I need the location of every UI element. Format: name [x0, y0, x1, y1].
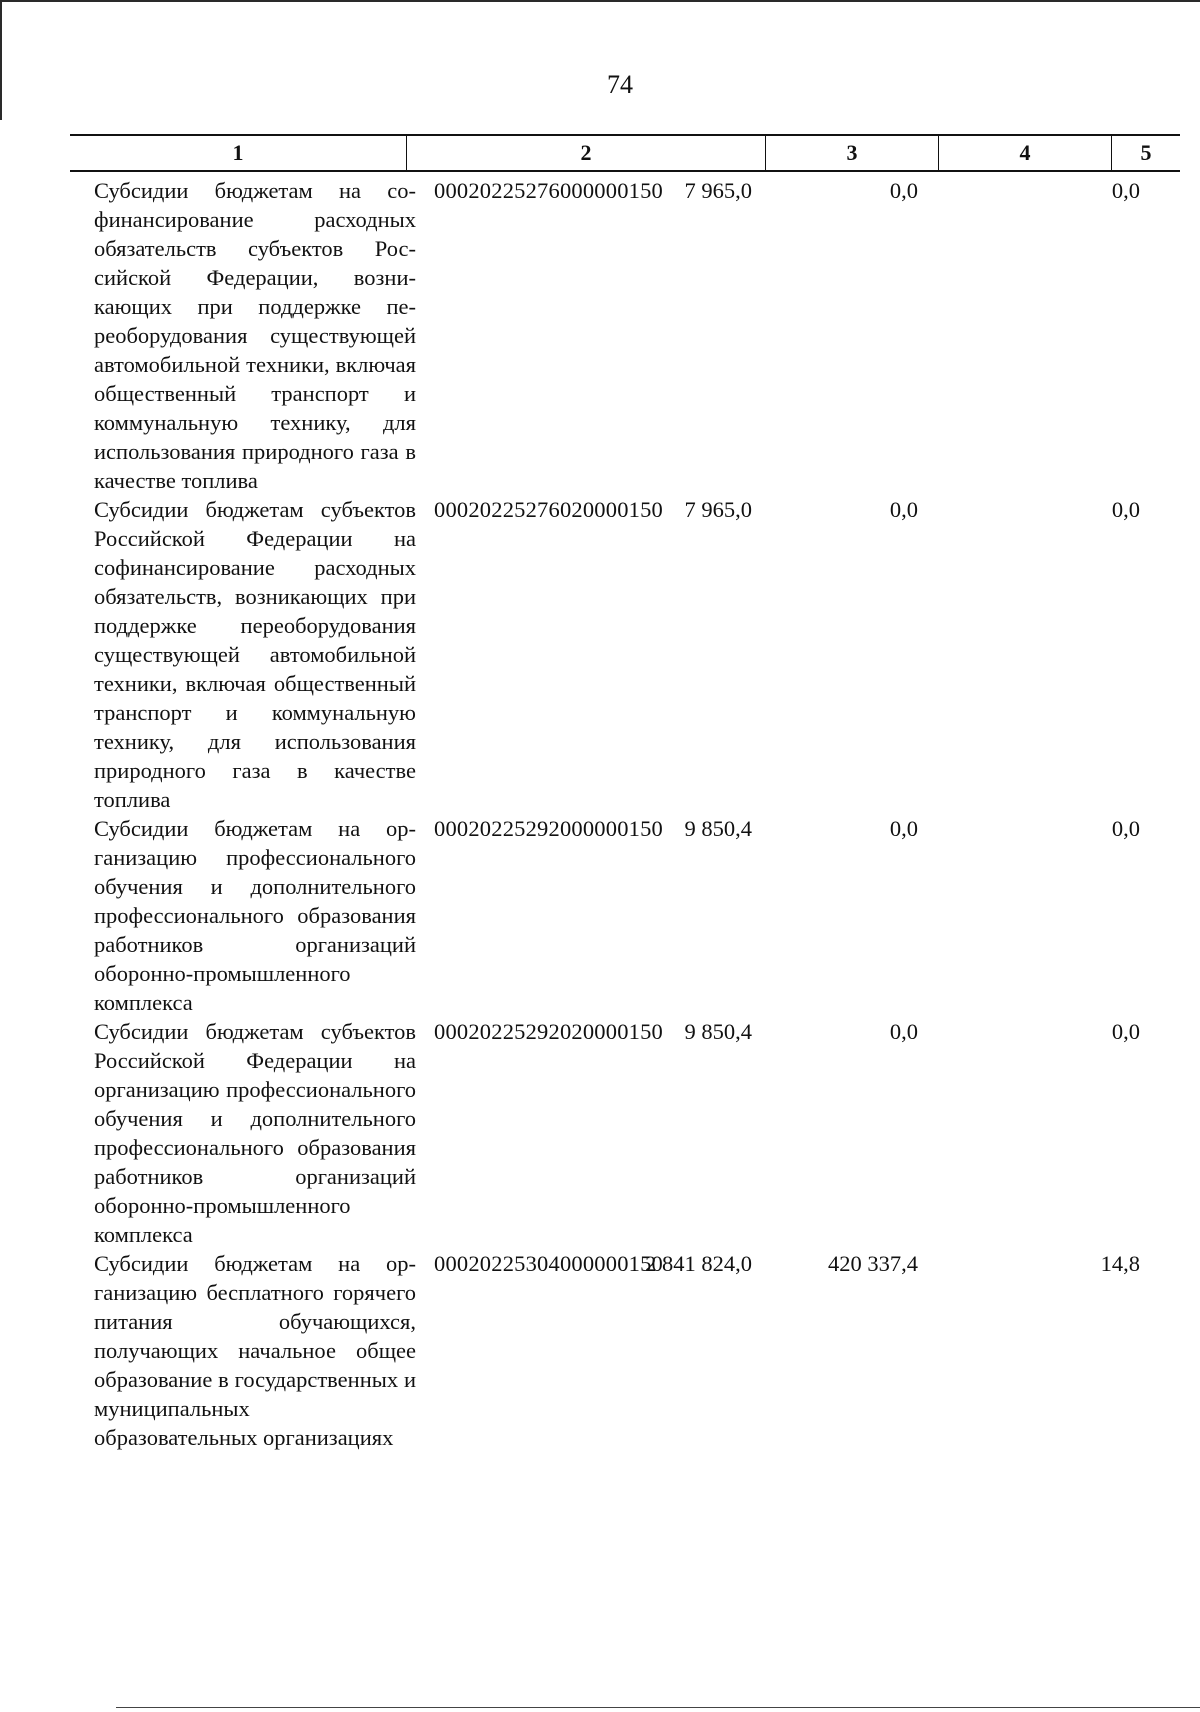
- row-code: 00020225276020000150: [434, 497, 663, 522]
- table-row: [70, 1249, 1180, 1452]
- table-row: [70, 495, 1180, 814]
- header-col-4: 4: [1019, 140, 1031, 165]
- page-top-border: [0, 0, 1200, 2]
- row-col-5: 0,0: [1111, 816, 1140, 841]
- budget-table: [70, 134, 1180, 1452]
- header-col-5: 5: [1140, 140, 1152, 165]
- row-code: 00020225304000000150: [434, 1251, 663, 1276]
- row-col-3: 7 965,0: [684, 497, 752, 522]
- row-name: Субсидии бюджетам субъектов Российской Федерации на софинансирование расходных обязательств, возникающих при поддержке переоборудования существующей автомобильной техники, включая общественный транспорт и коммунальную технику, для использования природного газа в качестве топлива: [94, 497, 416, 812]
- page-left-border: [0, 0, 2, 120]
- row-name: Субсидии бюджетам на организацию профессионального обучения и дополнительного профессионального образования работников организаций оборонно-промышленного комплекса: [94, 816, 416, 1015]
- table-row: [70, 1017, 1180, 1249]
- table-row: [70, 176, 1180, 495]
- row-col-3: 9 850,4: [684, 1019, 752, 1044]
- table-body: [70, 172, 1180, 1452]
- table-header: [70, 134, 1180, 172]
- page-number: 74: [607, 70, 633, 99]
- page-bottom-border: [116, 1707, 1200, 1708]
- header-col-3: 3: [846, 140, 858, 165]
- row-col-5: 0,0: [1111, 178, 1140, 203]
- row-col-4: 0,0: [889, 178, 918, 203]
- table-row: [70, 814, 1180, 1017]
- row-name: Субсидии бюджетам на организацию бесплатного горячего питания обучающихся, получающих начальное общее образование в государственных и муниципальных образовательных организациях: [94, 1251, 416, 1450]
- header-col-1: 1: [232, 140, 244, 165]
- row-name: Субсидии бюджетам на софинансирование расходных обязательств субъектов Российской Федерации, возникающих при поддержке переоборудования существующей автомобильной техники, включая общественный транспорт и коммунальную технику, для использования природного газа в качестве топлива: [94, 178, 416, 493]
- row-code: 00020225276000000150: [434, 178, 663, 203]
- row-code: 00020225292020000150: [434, 1019, 663, 1044]
- row-col-3: 2 841 824,0: [645, 1251, 752, 1276]
- row-col-3: 9 850,4: [684, 816, 752, 841]
- row-col-4: 0,0: [889, 1019, 918, 1044]
- row-col-5: 14,8: [1100, 1251, 1140, 1276]
- row-col-3: 7 965,0: [684, 178, 752, 203]
- row-col-4: 0,0: [889, 497, 918, 522]
- row-code: 00020225292000000150: [434, 816, 663, 841]
- row-col-4: 420 337,4: [828, 1251, 918, 1276]
- row-col-5: 0,0: [1111, 1019, 1140, 1044]
- header-col-2: 2: [580, 140, 592, 165]
- row-name: Субсидии бюджетам субъектов Российской Федерации на организацию профессионального обучения и дополнительного профессионального образования работников организаций оборонно-промышленного комплекса: [94, 1019, 416, 1247]
- row-col-4: 0,0: [889, 816, 918, 841]
- row-col-5: 0,0: [1111, 497, 1140, 522]
